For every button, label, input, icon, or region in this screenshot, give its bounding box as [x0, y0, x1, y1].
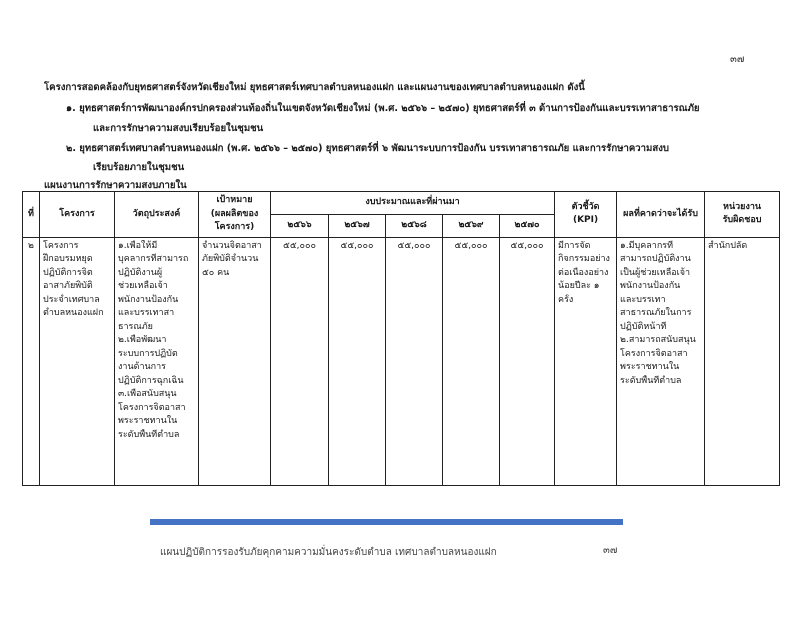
header-year: ๒๕๖๘ — [386, 214, 443, 237]
cell-line: ธารณภัย — [118, 321, 153, 332]
cell-line: บุคลากรที่สามารถ — [118, 254, 189, 264]
cell-line: ปฏิบัติหน้าที่ — [620, 321, 667, 332]
row-amount: ๕๕,๐๐๐ — [329, 237, 386, 486]
cell-line: ต่อเนื่องอย่าง — [558, 267, 609, 278]
strategy-item-2-line-1: ๒. ยุทธศาสตร์เทศบาลตำบลหนองแฝก (พ.ศ. ๒๕๖๖ – ๒๕๗๐) ยุทธศาสตร์ที่ ๖ พัฒนาระบบการป้องกัน บรรเทาสาธารณภัย และการรักษาความสงบ — [66, 143, 670, 154]
cell-line: ๒.สามารถสนับสนุน — [620, 335, 696, 345]
cell-line: มีการจัด — [558, 240, 591, 251]
header-year: ๒๕๗๐ — [500, 214, 555, 237]
cell-line: ฝึกอบรมหยุด — [43, 254, 93, 264]
cell-line: ๑.เพื่อให้มี — [118, 240, 158, 251]
cell-line: ประจำเทศบาล — [43, 294, 100, 305]
footer-title: แผนปฏิบัติการรองรับภัยคุกคามความมั่นคงระดับตำบล เทศบาลตำบลหนองแฝก — [160, 547, 497, 558]
table-row — [23, 237, 780, 486]
cell-line: ช่วยเหลือเจ้า — [118, 281, 168, 291]
row-no: ๒ — [23, 237, 40, 486]
row-result — [617, 237, 705, 486]
header-objective: วัตถุประสงค์ — [115, 192, 199, 238]
strategy-item-1-line-2: และการรักษาความสงบเรียบร้อยในชุมชน — [93, 123, 264, 134]
cell-line: สาธารณภัยในการ — [620, 308, 692, 318]
row-project — [40, 237, 115, 486]
cell-line: อาสาภัยพิบัติ — [43, 281, 93, 291]
header-target — [199, 192, 271, 238]
strategy-item-1-line-1: ๑. ยุทธศาสตร์การพัฒนาองค์กรปกครองส่วนท้องถิ่นในเขตจังหวัดเชียงใหม่ (พ.ศ. ๒๕๖๖ – ๒๕๗๐) ยุทธศาสตร์ที่ ๓ ด้านการป้องกันและบรรเทาสาธารณภัย — [66, 103, 700, 114]
cell-line: ภัยพิบัติจำนวน — [202, 254, 259, 264]
header-target-line-3: โครงการ) — [214, 222, 255, 232]
cell-line: จำนวนจิตอาสา — [202, 240, 262, 251]
cell-line: ๒.เพื่อพัฒนา — [118, 335, 167, 345]
footer-accent-bar — [150, 519, 623, 525]
cell-line: โครงการจิตอาสา — [118, 402, 186, 413]
table-header-row — [23, 192, 780, 215]
row-amount: ๕๕,๐๐๐ — [500, 237, 555, 486]
row-amount: ๕๕,๐๐๐ — [386, 237, 443, 486]
cell-line: ๓.เพื่อสนับสนุน — [118, 389, 177, 399]
row-objective — [115, 237, 199, 486]
header-target-line-1: เป้าหมาย — [216, 195, 253, 205]
header-project: โครงการ — [40, 192, 115, 238]
cell-line: น้อยปีละ ๑ — [558, 281, 600, 291]
cell-line: งานด้านการ — [118, 362, 166, 372]
cell-line: ระบบการปฏิบัต — [118, 348, 178, 359]
cell-line: พนักงานป้องกัน — [118, 294, 179, 305]
cell-line: โครงการจิตอาสา — [620, 348, 688, 359]
cell-line: โครงการ — [43, 240, 79, 251]
cell-line: ปฏิบัติงานผู้ — [118, 267, 163, 278]
header-no: ที่ — [23, 192, 40, 238]
cell-line: และบรรเทาสา — [118, 308, 175, 318]
cell-line: ระดับพื้นที่ตำบล — [118, 429, 180, 440]
intro-heading — [44, 80, 754, 95]
plan-heading: แผนงานการรักษาความสงบภายใน — [44, 180, 187, 191]
row-kpi — [555, 237, 617, 486]
cell-line: ระดับพื้นที่ตำบล — [620, 375, 682, 386]
cell-line: ปฏิบัติการฉุกเฉิน — [118, 375, 184, 386]
header-unit — [705, 192, 780, 238]
cell-line: พนักงานป้องกัน — [620, 281, 681, 291]
cell-line: พระราชทานใน — [118, 416, 178, 426]
cell-line: ปฏิบัติการจิต — [43, 267, 93, 278]
page-number-top: ๓๗ — [730, 54, 745, 65]
cell-line: ๕๐ คน — [202, 267, 230, 278]
cell-line: ครั้ง — [558, 294, 574, 305]
project-table — [22, 191, 780, 486]
header-year: ๒๕๖๗ — [329, 214, 386, 237]
cell-line: เป็นผู้ช่วยเหลือเจ้า — [620, 267, 691, 278]
row-amount: ๕๕,๐๐๐ — [271, 237, 329, 486]
header-unit-line-1: หน่วยงาน — [723, 201, 762, 212]
header-year: ๒๕๖๙ — [443, 214, 500, 237]
header-unit-line-2: รับผิดชอบ — [722, 215, 762, 226]
cell-line: ๑.มีบุคลากรที่ — [620, 240, 674, 251]
cell-line: และบรรเทา — [620, 294, 666, 305]
row-amount: ๕๕,๐๐๐ — [443, 237, 500, 486]
footer-page-number: ๓๗ — [603, 545, 618, 556]
cell-line: กิจกรรมอย่าง — [558, 254, 610, 264]
intro-heading-text: โครงการสอดคล้องกับยุทธศาสตร์จังหวัดเชียงใหม่ ยุทธศาสตร์เทศบาลตำบลหนองแฝก และแผนงานของเทศบาลตำบลหนองแฝก ดังนี้ — [44, 82, 585, 93]
strategy-item-2-line-2: เรียบร้อยภายในชุมชน — [93, 162, 185, 173]
row-target — [199, 237, 271, 486]
header-budget: งบประมาณและที่ผ่านมา — [271, 192, 555, 215]
header-result: ผลที่คาดว่าจะได้รับ — [617, 192, 705, 238]
header-target-line-2: (ผลผลิตของ — [210, 208, 259, 219]
row-unit: สำนักปลัด — [705, 237, 780, 486]
cell-line: พระราชทานใน — [620, 362, 680, 372]
header-kpi: ตัวชี้วัด (KPI) — [555, 192, 617, 238]
cell-line: สามารถปฏิบัติงาน — [620, 254, 691, 264]
cell-line: ตำบลหนองแฝก — [43, 308, 104, 318]
header-year: ๒๕๖๖ — [271, 214, 329, 237]
